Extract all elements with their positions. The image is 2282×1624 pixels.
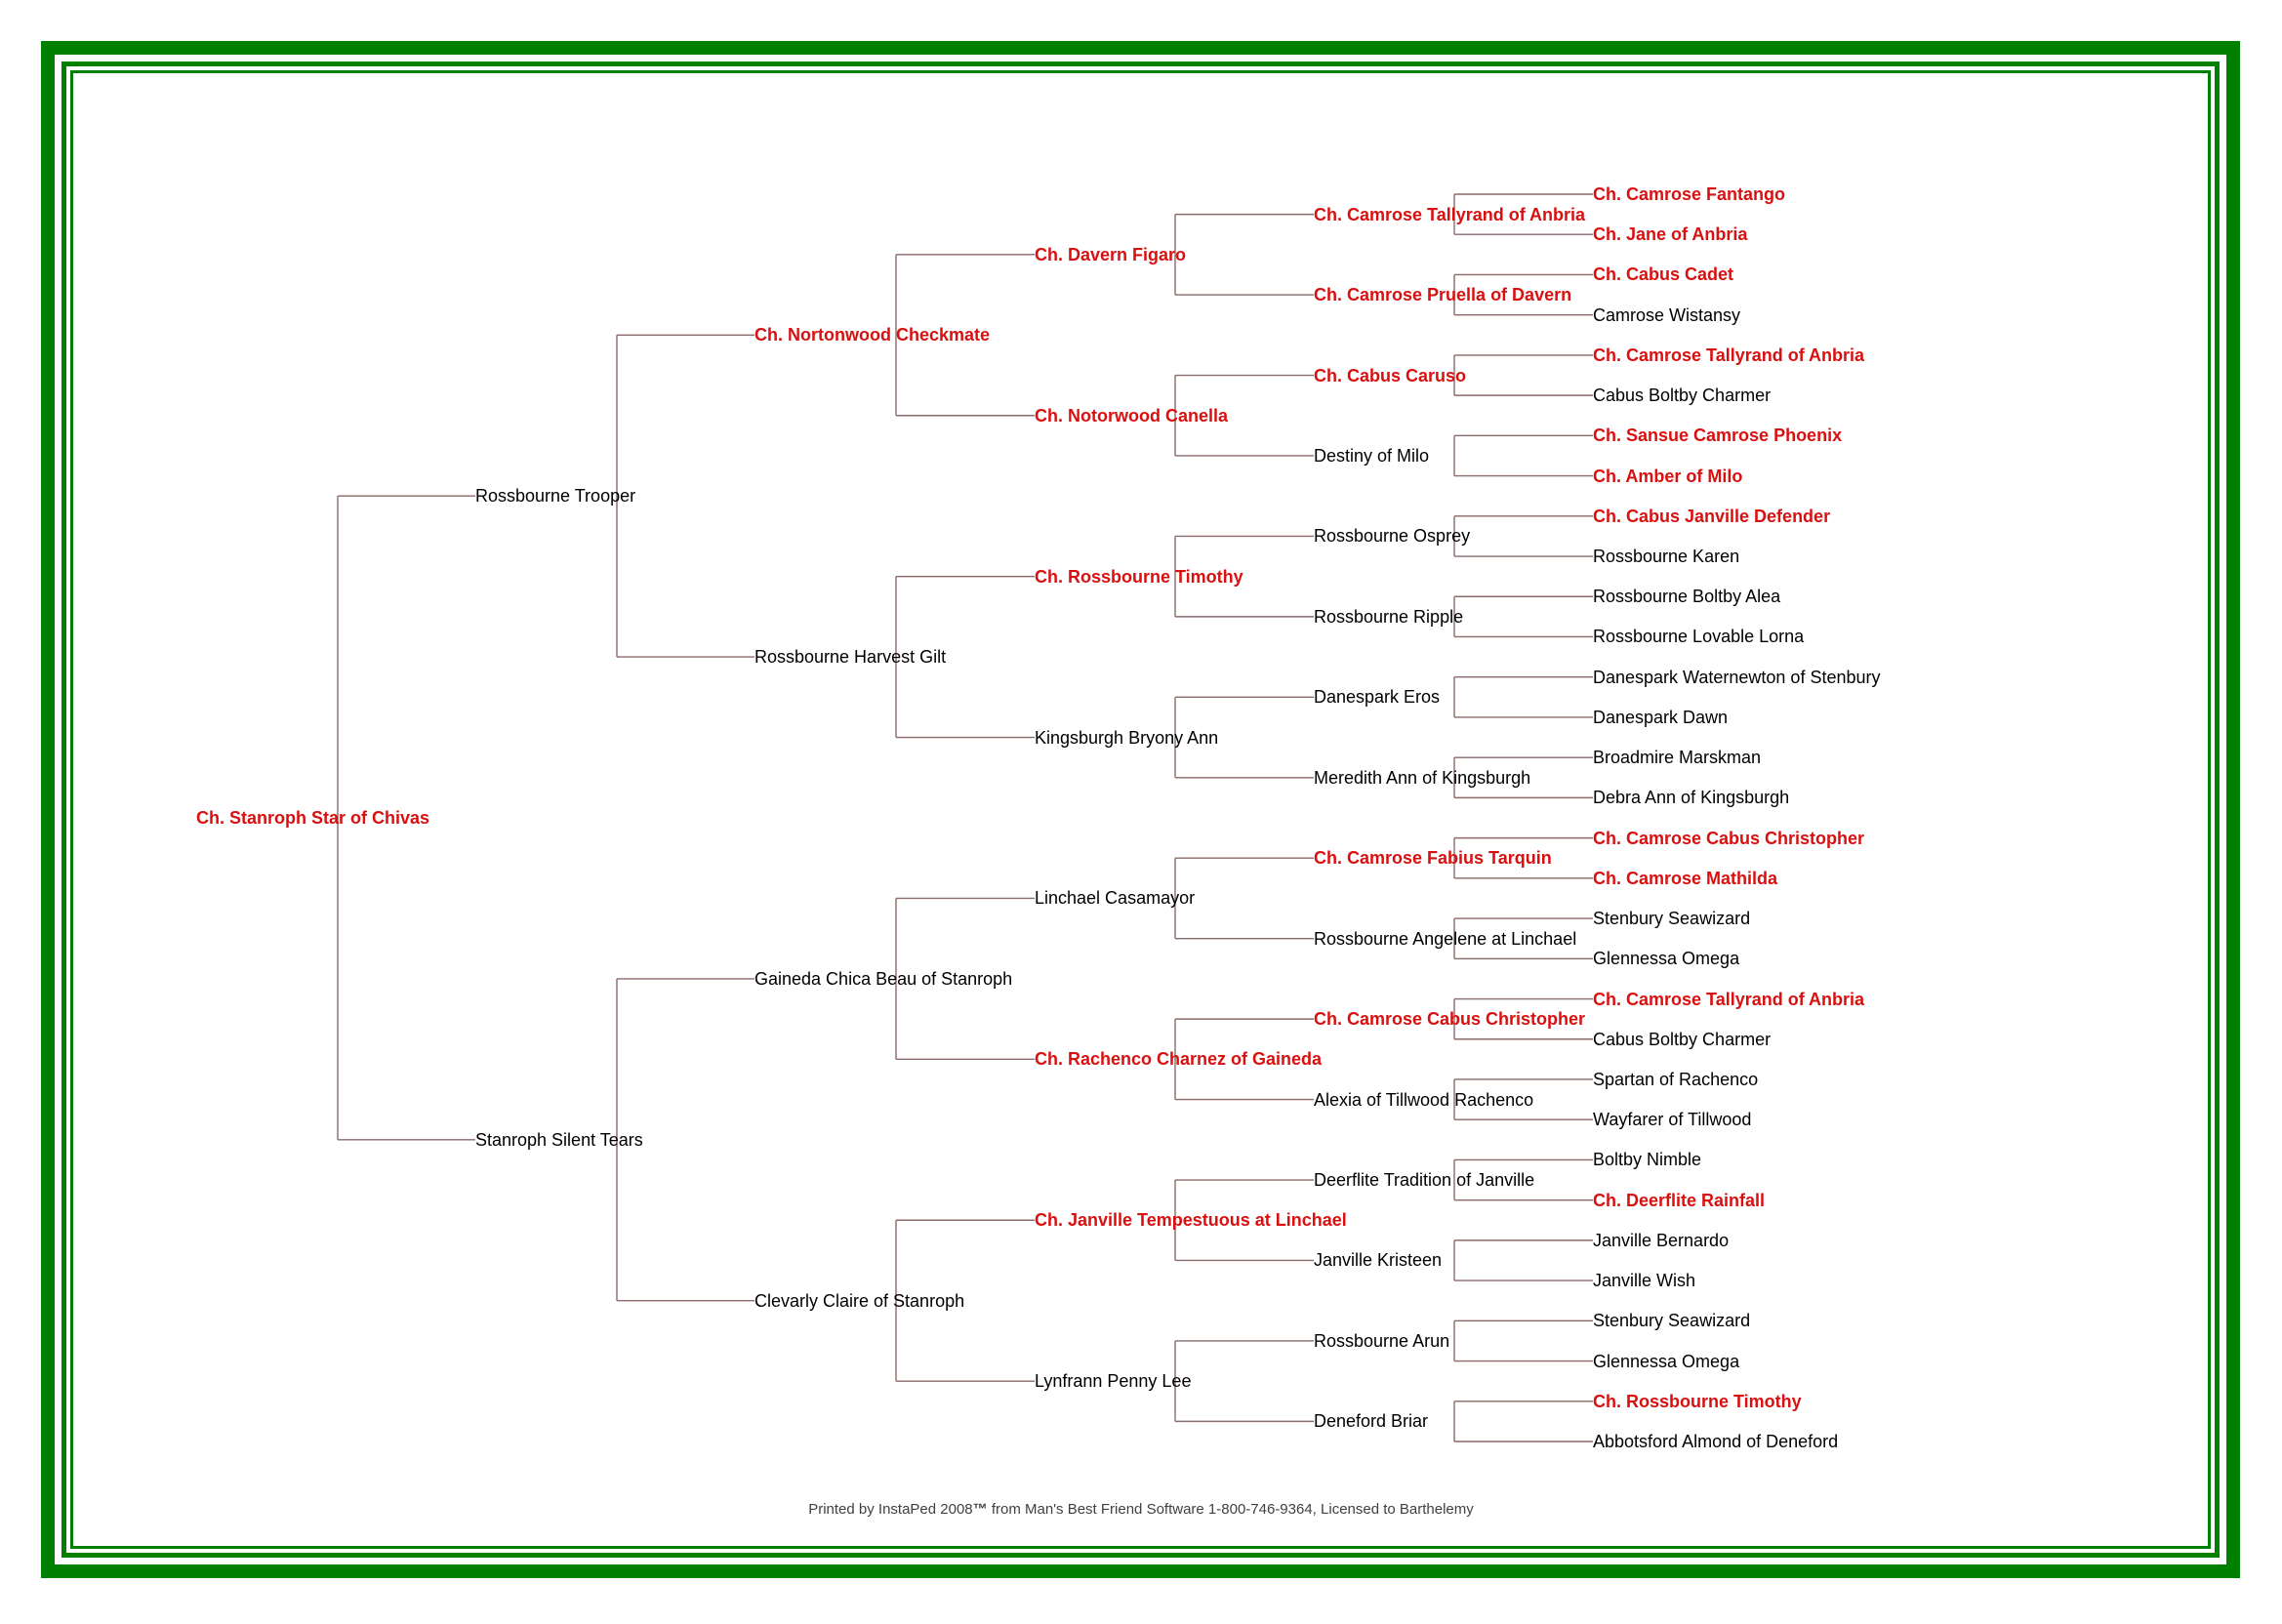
ancestor-gen5-name: Ch. Camrose Tallyrand of Anbria xyxy=(1593,345,1865,365)
ancestor-gen5-name: Wayfarer of Tillwood xyxy=(1593,1110,1752,1130)
ancestor-gen4-name: Alexia of Tillwood Rachenco xyxy=(1314,1089,1534,1110)
ancestor-gen3-name: Ch. Rachenco Charnez of Gaineda xyxy=(1035,1049,1323,1070)
ancestor-gen4-name: Danespark Eros xyxy=(1314,687,1441,708)
ancestor-gen5-name: Cabus Boltby Charmer xyxy=(1593,386,1772,406)
ancestor-gen4-name: Rossbourne Ripple xyxy=(1314,606,1464,627)
ancestor-gen3-name: Ch. Notorwood Canella xyxy=(1035,405,1228,426)
footer-prefix: Printed by InstaPed 2008 xyxy=(808,1501,973,1518)
ancestor-gen5-name: Ch. Deerflite Rainfall xyxy=(1593,1190,1766,1210)
ancestor-gen3-name: Ch. Janville Tempestuous at Linchael xyxy=(1035,1210,1347,1231)
ancestor-gen5-name: Glennessa Omega xyxy=(1593,949,1740,969)
ancestor-gen5-name: Spartan of Rachenco xyxy=(1593,1069,1759,1089)
ancestor-gen5-name: Stenbury Seawizard xyxy=(1593,1311,1751,1331)
ancestor-gen2-name: Clevarly Claire of Stanroph xyxy=(754,1290,965,1311)
ancestor-gen4-name: Janville Kristeen xyxy=(1314,1250,1443,1271)
ancestor-gen2-name: Gaineda Chica Beau of Stanroph xyxy=(754,968,1013,989)
ancestor-gen3-name: Linchael Casamayor xyxy=(1035,888,1196,909)
ancestor-gen5-name: Janville Bernardo xyxy=(1593,1230,1730,1250)
ancestor-gen4-name: Deerflite Tradition of Janville xyxy=(1314,1170,1535,1191)
ancestor-gen4-name: Deneford Briar xyxy=(1314,1411,1429,1432)
ancestor-gen3-name: Ch. Davern Figaro xyxy=(1035,244,1187,264)
ancestor-gen5-name: Debra Ann of Kingsburgh xyxy=(1593,788,1790,808)
ancestor-gen5-name: Ch. Cabus Janville Defender xyxy=(1593,506,1831,526)
ancestor-gen4-name: Destiny of Milo xyxy=(1314,445,1430,466)
ancestor-gen5-name: Stenbury Seawizard xyxy=(1593,909,1751,929)
ancestor-gen5-name: Camrose Wistansy xyxy=(1593,304,1741,325)
ancestor-gen5-name: Ch. Camrose Tallyrand of Anbria xyxy=(1593,989,1865,1009)
ancestor-gen5-name: Ch. Cabus Cadet xyxy=(1593,264,1734,285)
ancestor-gen5-name: Glennessa Omega xyxy=(1593,1351,1740,1371)
subject-dog-name: Ch. Stanroph Star of Chivas xyxy=(196,808,430,828)
ancestor-gen5-name: Ch. Sansue Camrose Phoenix xyxy=(1593,426,1843,446)
ancestor-gen5-name: Rossbourne Lovable Lorna xyxy=(1593,627,1805,647)
ancestor-gen4-name: Rossbourne Angelene at Linchael xyxy=(1314,928,1577,949)
ancestor-gen5-name: Cabus Boltby Charmer xyxy=(1593,1029,1772,1049)
ancestor-gen5-name: Janville Wish xyxy=(1593,1271,1696,1291)
ancestor-gen4-name: Meredith Ann of Kingsburgh xyxy=(1314,767,1531,788)
ancestor-gen5-name: Ch. Camrose Mathilda xyxy=(1593,868,1778,888)
ancestor-gen5-name: Danespark Waternewton of Stenbury xyxy=(1593,667,1881,687)
ancestor-gen5-name: Ch. Rossbourne Timothy xyxy=(1593,1391,1802,1411)
ancestor-gen2-name: Rossbourne Harvest Gilt xyxy=(754,647,947,668)
ancestor-gen3-name: Lynfrann Penny Lee xyxy=(1035,1371,1192,1392)
ancestor-gen4-name: Ch. Camrose Tallyrand of Anbria xyxy=(1314,204,1586,224)
print-footer xyxy=(0,1501,2282,1518)
ancestor-gen4-name: Rossbourne Arun xyxy=(1314,1330,1450,1351)
ancestor-gen5-name: Rossbourne Boltby Alea xyxy=(1593,587,1781,607)
ancestor-gen5-name: Broadmire Marskman xyxy=(1593,748,1762,768)
ancestor-gen5-name: Danespark Dawn xyxy=(1593,707,1729,727)
ancestor-gen4-name: Ch. Cabus Caruso xyxy=(1314,365,1467,386)
footer-suffix: from Man's Best Friend Software 1-800-746-9364, Licensed to Barthelemy xyxy=(987,1501,1474,1518)
ancestor-gen2-name: Ch. Nortonwood Checkmate xyxy=(754,325,991,345)
ancestor-gen1-name: Rossbourne Trooper xyxy=(475,486,636,507)
ancestor-gen5-name: Boltby Nimble xyxy=(1593,1150,1702,1170)
ancestor-gen5-name: Ch. Camrose Cabus Christopher xyxy=(1593,828,1865,848)
ancestor-gen5-name: Rossbourne Karen xyxy=(1593,547,1740,567)
ancestor-gen4-name: Ch. Camrose Cabus Christopher xyxy=(1314,1009,1586,1030)
ancestor-gen4-name: Ch. Camrose Pruella of Davern xyxy=(1314,285,1572,305)
ancestor-gen4-name: Ch. Camrose Fabius Tarquin xyxy=(1314,848,1552,869)
ancestor-gen3-name: Ch. Rossbourne Timothy xyxy=(1035,566,1243,587)
ancestor-gen1-name: Stanroph Silent Tears xyxy=(475,1129,643,1150)
ancestor-gen4-name: Rossbourne Osprey xyxy=(1314,526,1471,547)
ancestor-gen5-name: Abbotsford Almond of Deneford xyxy=(1593,1432,1839,1451)
ancestor-gen5-name: Ch. Jane of Anbria xyxy=(1593,224,1748,245)
trademark-symbol: ™ xyxy=(972,1501,988,1518)
ancestor-gen5-name: Ch. Camrose Fantango xyxy=(1593,184,1786,204)
ancestor-gen5-name: Ch. Amber of Milo xyxy=(1593,466,1743,486)
ancestor-gen3-name: Kingsburgh Bryony Ann xyxy=(1035,727,1219,748)
